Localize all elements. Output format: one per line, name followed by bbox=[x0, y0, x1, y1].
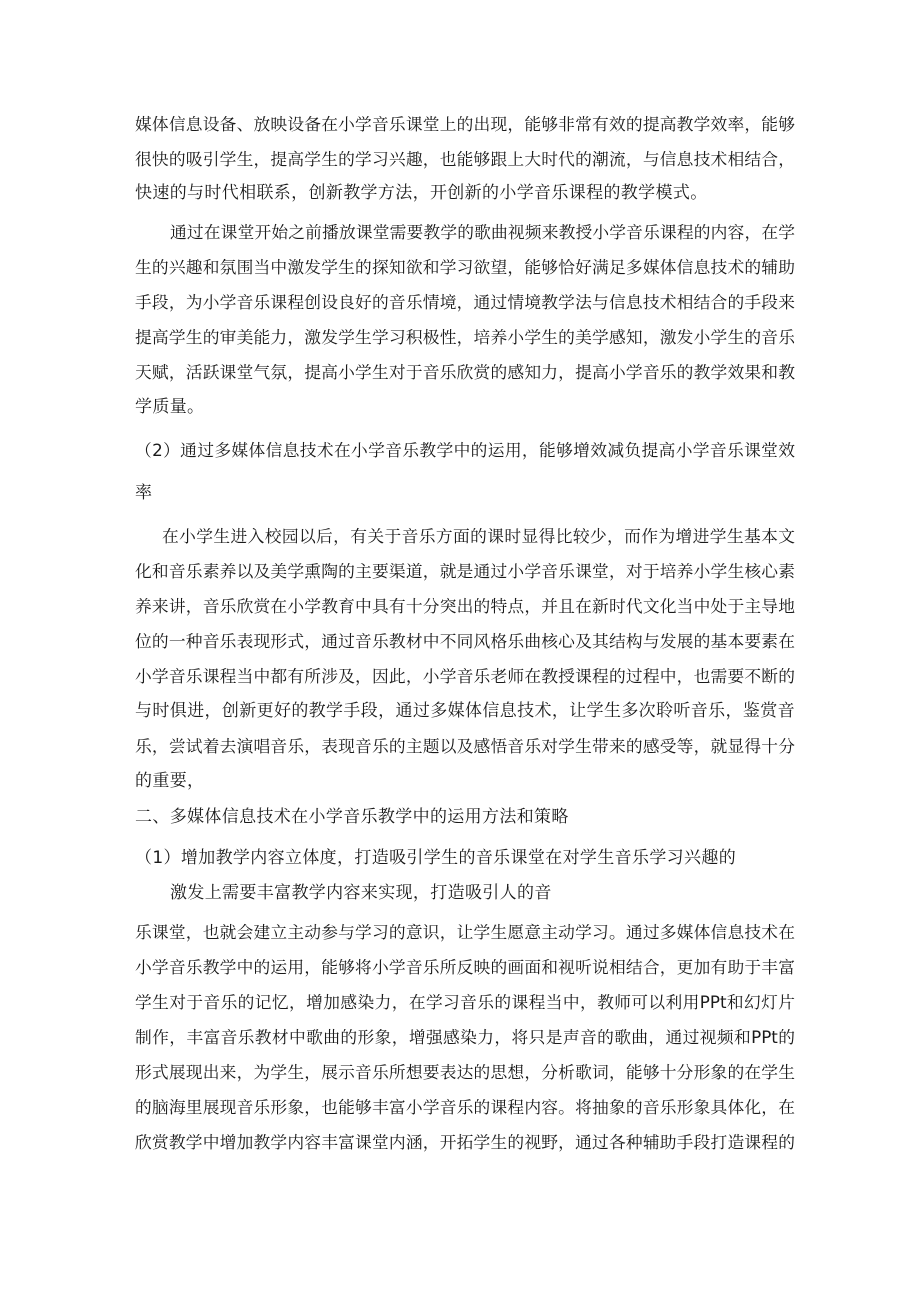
paragraph-line: 小学音乐教学中的运用，能够将小学音乐所反映的画面和视听说相结合，更加有助于丰富 bbox=[135, 957, 795, 977]
paragraph-line: 生的兴趣和氛围当中激发学生的探知欲和学习欲望，能够恰好满足多媒体信息技术的辅助 bbox=[135, 257, 795, 277]
subheading-line: （1）增加教学内容立体度，打造吸引学生的音乐课堂在对学生音乐学习兴趣的 bbox=[135, 848, 737, 868]
paragraph-line: 学生对于音乐的记忆，增加感染力，在学习音乐的课程当中，教师可以利用PPt和幻灯片 bbox=[135, 992, 795, 1012]
paragraph-line: 媒体信息设备、放映设备在小学音乐课堂上的出现，能够非常有效的提高教学效率，能够 bbox=[135, 114, 795, 134]
paragraph-line: 提高学生的审美能力，激发学生学习积极性，培养小学生的美学感知，激发小学生的音乐 bbox=[135, 327, 795, 347]
paragraph-line: 在小学生进入校园以后，有关于音乐方面的课时显得比较少，而作为增进学生基本文 bbox=[162, 526, 795, 546]
paragraph-line: 小学音乐课程当中都有所涉及，因此，小学音乐老师在教授课程的过程中，也需要不断的 bbox=[135, 666, 795, 686]
paragraph-line: 激发上需要丰富教学内容来实现，打造吸引人的音 bbox=[170, 883, 552, 903]
paragraph-line: 乐，尝试着去演唱音乐，表现音乐的主题以及感悟音乐对学生带来的感受等，就显得十分 bbox=[135, 736, 795, 756]
paragraph-line: 化和音乐素养以及美学熏陶的主要渠道，就是通过小学音乐课堂，对于培养小学生核心素 bbox=[135, 561, 795, 581]
paragraph-line: 学质量。 bbox=[135, 397, 205, 417]
paragraph-line: 乐课堂，也就会建立主动参与学习的意识，让学生愿意主动学习。通过多媒体信息技术在 bbox=[135, 922, 795, 942]
paragraph-line: 手段，为小学音乐课程创设良好的音乐情境，通过情境教学法与信息技术相结合的手段来 bbox=[135, 292, 795, 312]
paragraph-line: 形式展现出来，为学生，展示音乐所想要表达的思想，分析歌词，能够十分形象的在学生 bbox=[135, 1062, 795, 1082]
subheading-line: 率 bbox=[135, 483, 153, 503]
paragraph-line: 位的一种音乐表现形式，通过音乐教材中不同风格乐曲核心及其结构与发展的基本要素在 bbox=[135, 631, 795, 651]
paragraph-line: 的重要， bbox=[135, 771, 205, 791]
paragraph-line: 快速的与时代相联系，创新教学方法，开创新的小学音乐课程的教学模式。 bbox=[135, 183, 708, 203]
paragraph-line: 养来讲，音乐欣赏在小学教育中具有十分突出的特点，并且在新时代文化当中处于主导地 bbox=[135, 596, 795, 616]
section-heading: 二、多媒体信息技术在小学音乐教学中的运用方法和策略 bbox=[135, 807, 569, 827]
paragraph-line: 欣赏教学中增加教学内容丰富课堂内涵，开拓学生的视野，通过各种辅助手段打造课程的 bbox=[135, 1132, 795, 1152]
paragraph-line: 通过在课堂开始之前播放课堂需要教学的歌曲视频来教授小学音乐课程的内容，在学 bbox=[170, 222, 795, 242]
paragraph-line: 制作，丰富音乐教材中歌曲的形象，增强感染力，将只是声音的歌曲，通过视频和PPt的 bbox=[135, 1027, 795, 1047]
paragraph-line: 的脑海里展现音乐形象，也能够丰富小学音乐的课程内容。将抽象的音乐形象具体化，在 bbox=[135, 1097, 795, 1117]
subheading-line: （2）通过多媒体信息技术在小学音乐教学中的运用，能够增效减负提高小学音乐课堂效 bbox=[135, 440, 795, 460]
paragraph-line: 很快的吸引学生，提高学生的学习兴趣，也能够跟上大时代的潮流，与信息技术相结合， bbox=[135, 149, 795, 169]
paragraph-line: 与时俱进，创新更好的教学手段，通过多媒体信息技术，让学生多次聆听音乐，鉴赏音 bbox=[135, 701, 795, 721]
paragraph-line: 天赋，活跃课堂气氛，提高小学生对于音乐欣赏的感知力，提高小学音乐的教学效果和教 bbox=[135, 362, 795, 382]
